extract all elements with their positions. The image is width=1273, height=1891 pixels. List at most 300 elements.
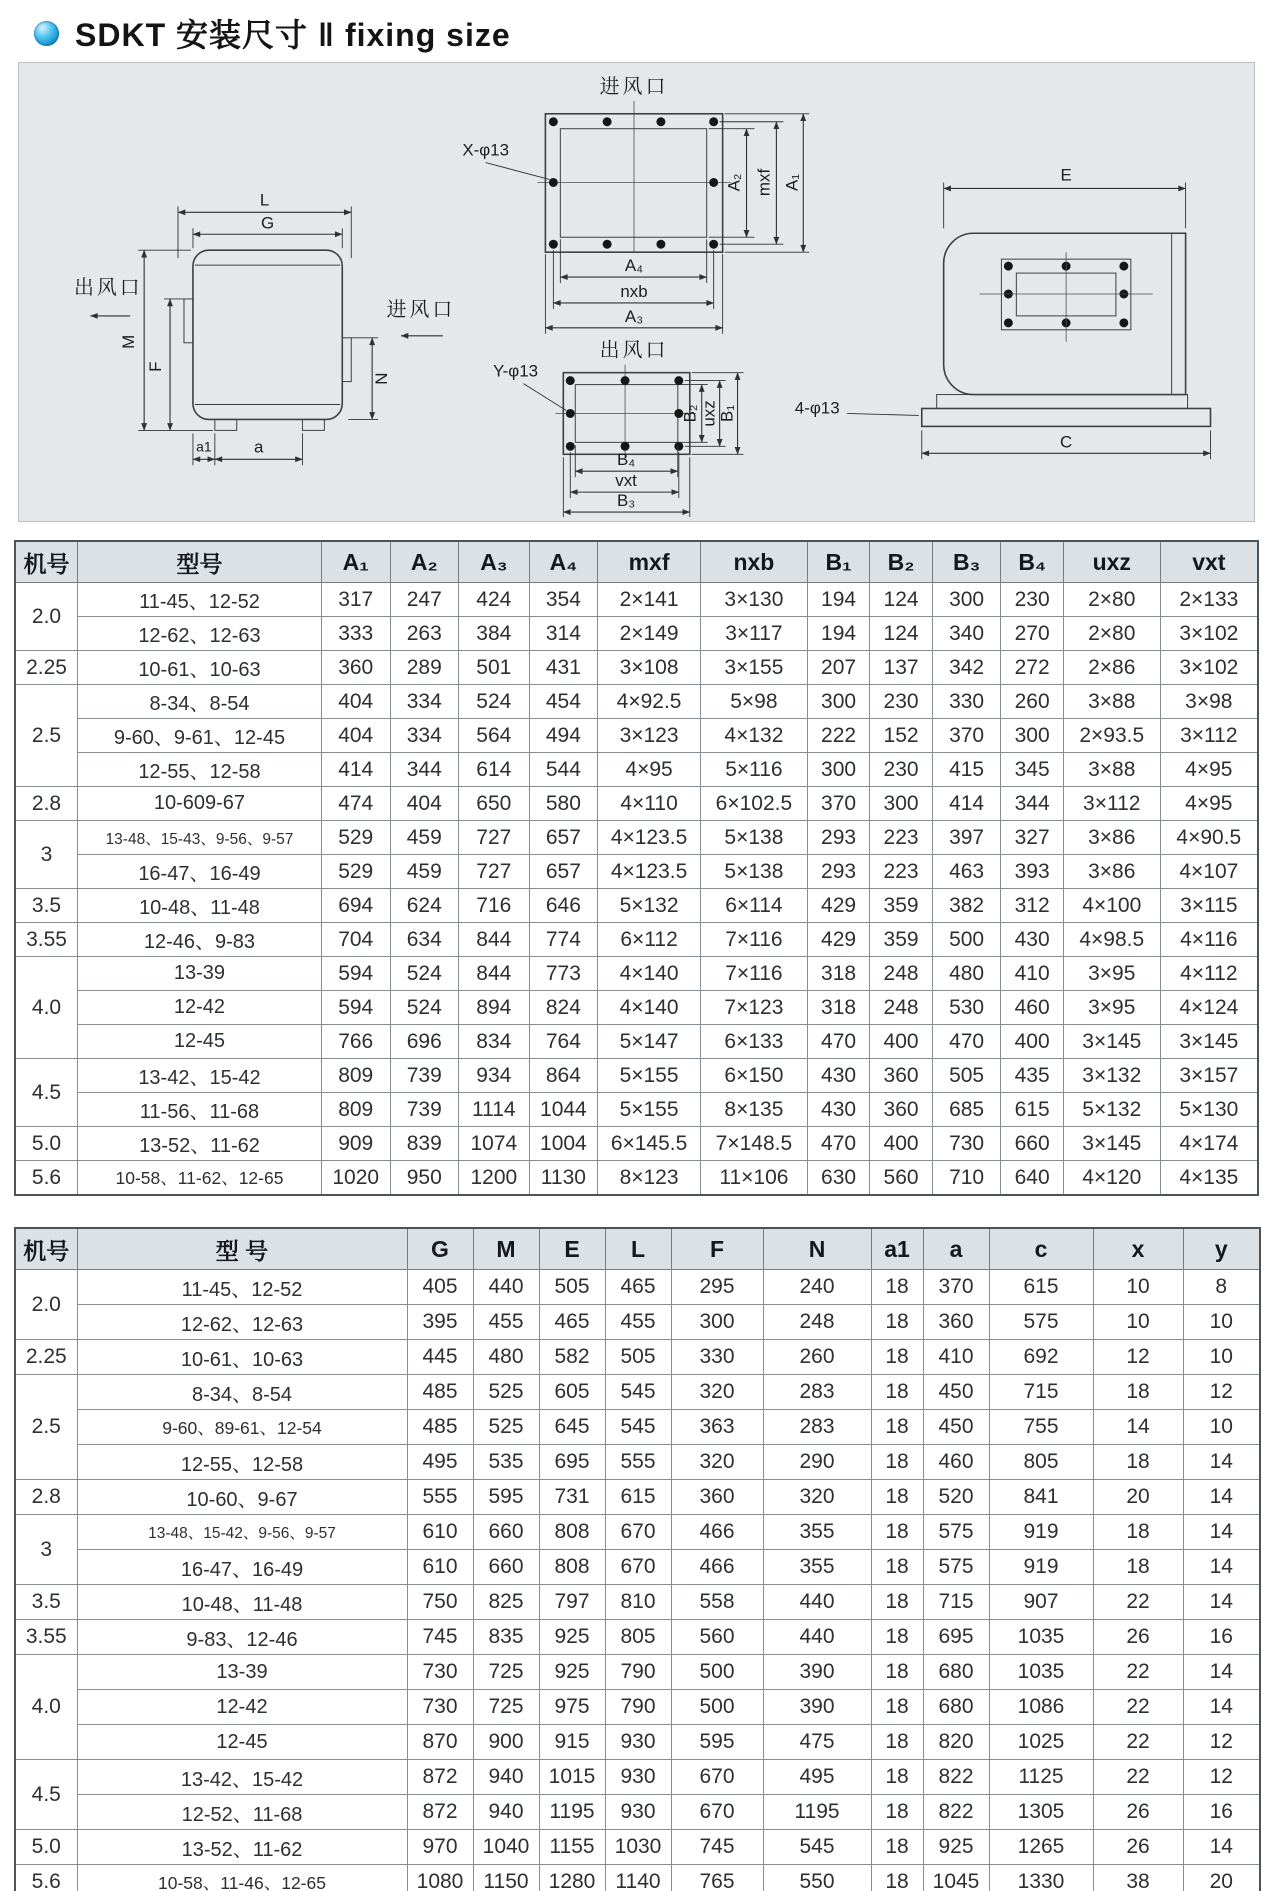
value-cell: 460 bbox=[1001, 991, 1064, 1025]
value-cell: 8×135 bbox=[700, 1093, 807, 1127]
value-cell: 429 bbox=[807, 923, 870, 957]
value-cell: 808 bbox=[539, 1550, 605, 1585]
value-cell: 646 bbox=[529, 889, 598, 923]
unit-size-cell: 5.6 bbox=[15, 1865, 77, 1891]
value-cell: 485 bbox=[407, 1375, 473, 1410]
value-cell: 872 bbox=[407, 1760, 473, 1795]
value-cell: 7×116 bbox=[700, 957, 807, 991]
value-cell: 6×102.5 bbox=[700, 787, 807, 821]
value-cell: 10 bbox=[1183, 1305, 1260, 1340]
value-cell: 431 bbox=[529, 651, 598, 685]
value-cell: 390 bbox=[763, 1655, 871, 1690]
model-cell: 12-42 bbox=[77, 1690, 407, 1725]
value-cell: 839 bbox=[390, 1127, 459, 1161]
value-cell: 22 bbox=[1093, 1760, 1183, 1795]
value-cell: 318 bbox=[807, 957, 870, 991]
table-row bbox=[15, 1620, 1260, 1655]
value-cell: 430 bbox=[807, 1059, 870, 1093]
dim-label-M: M bbox=[119, 334, 139, 349]
table-row bbox=[15, 1025, 1258, 1059]
value-cell: 1195 bbox=[763, 1795, 871, 1830]
model-cell: 10-58、11-46、12-65 bbox=[77, 1865, 407, 1891]
value-cell: 320 bbox=[763, 1480, 871, 1515]
value-cell: 731 bbox=[539, 1480, 605, 1515]
value-cell: 22 bbox=[1093, 1690, 1183, 1725]
value-cell: 293 bbox=[807, 855, 870, 889]
value-cell: 470 bbox=[932, 1025, 1001, 1059]
value-cell: 530 bbox=[932, 991, 1001, 1025]
value-cell: 223 bbox=[870, 855, 933, 889]
unit-size-cell: 3.55 bbox=[15, 1620, 77, 1655]
value-cell: 544 bbox=[529, 753, 598, 787]
value-cell: 3×145 bbox=[1063, 1127, 1160, 1161]
value-cell: 240 bbox=[763, 1270, 871, 1305]
value-cell: 390 bbox=[763, 1690, 871, 1725]
value-cell: 4×132 bbox=[700, 719, 807, 753]
value-cell: 790 bbox=[605, 1690, 671, 1725]
value-cell: 317 bbox=[321, 583, 390, 617]
value-cell: 314 bbox=[529, 617, 598, 651]
value-cell: 894 bbox=[459, 991, 530, 1025]
value-cell: 16 bbox=[1183, 1795, 1260, 1830]
value-cell: 580 bbox=[529, 787, 598, 821]
value-cell: 696 bbox=[390, 1025, 459, 1059]
value-cell: 4×123.5 bbox=[598, 821, 701, 855]
value-cell: 5×116 bbox=[700, 753, 807, 787]
value-cell: 870 bbox=[407, 1725, 473, 1760]
value-cell: 640 bbox=[1001, 1161, 1064, 1196]
value-cell: 925 bbox=[923, 1830, 989, 1865]
value-cell: 440 bbox=[473, 1270, 539, 1305]
value-cell: 247 bbox=[390, 583, 459, 617]
model-cell: 13-48、15-42、9-56、9-57 bbox=[77, 1515, 407, 1550]
table-row bbox=[15, 1585, 1260, 1620]
value-cell: 424 bbox=[459, 583, 530, 617]
value-cell: 805 bbox=[605, 1620, 671, 1655]
value-cell: 230 bbox=[870, 685, 933, 719]
value-cell: 524 bbox=[390, 991, 459, 1025]
value-cell: 320 bbox=[671, 1445, 763, 1480]
value-cell: 660 bbox=[473, 1515, 539, 1550]
value-cell: 1015 bbox=[539, 1760, 605, 1795]
value-cell: 1025 bbox=[989, 1725, 1093, 1760]
value-cell: 1265 bbox=[989, 1830, 1093, 1865]
value-cell: 5×98 bbox=[700, 685, 807, 719]
value-cell: 6×133 bbox=[700, 1025, 807, 1059]
header-row bbox=[15, 1228, 1260, 1270]
value-cell: 6×145.5 bbox=[598, 1127, 701, 1161]
value-cell: 18 bbox=[871, 1795, 923, 1830]
value-cell: 864 bbox=[529, 1059, 598, 1093]
value-cell: 1195 bbox=[539, 1795, 605, 1830]
value-cell: 14 bbox=[1183, 1655, 1260, 1690]
value-cell: 330 bbox=[671, 1340, 763, 1375]
dim-label-N: N bbox=[372, 372, 392, 385]
value-cell: 575 bbox=[989, 1305, 1093, 1340]
table-row bbox=[15, 1480, 1260, 1515]
value-cell: 18 bbox=[871, 1375, 923, 1410]
value-cell: 272 bbox=[1001, 651, 1064, 685]
outlet-mid-label: 出风口 bbox=[599, 339, 669, 362]
value-cell: 4×95 bbox=[1160, 787, 1258, 821]
value-cell: 1030 bbox=[605, 1830, 671, 1865]
value-cell: 300 bbox=[671, 1305, 763, 1340]
value-cell: 3×102 bbox=[1160, 651, 1258, 685]
value-cell: 835 bbox=[473, 1620, 539, 1655]
value-cell: 16 bbox=[1183, 1620, 1260, 1655]
value-cell: 575 bbox=[923, 1550, 989, 1585]
value-cell: 454 bbox=[529, 685, 598, 719]
value-cell: 694 bbox=[321, 889, 390, 923]
dim-label-mxf: mxf bbox=[754, 168, 774, 197]
value-cell: 344 bbox=[390, 753, 459, 787]
dim-label-B3: B₃ bbox=[616, 491, 636, 511]
model-cell: 12-42 bbox=[78, 991, 322, 1025]
value-cell: 1125 bbox=[989, 1760, 1093, 1795]
value-cell: 500 bbox=[932, 923, 1001, 957]
value-cell: 500 bbox=[671, 1655, 763, 1690]
value-cell: 930 bbox=[605, 1760, 671, 1795]
value-cell: 529 bbox=[321, 855, 390, 889]
column-header: 型 号 bbox=[77, 1228, 407, 1270]
value-cell: 495 bbox=[763, 1760, 871, 1795]
model-cell: 12-55、12-58 bbox=[78, 753, 322, 787]
unit-size-cell: 4.0 bbox=[15, 957, 78, 1059]
value-cell: 725 bbox=[473, 1690, 539, 1725]
value-cell: 429 bbox=[807, 889, 870, 923]
value-cell: 405 bbox=[407, 1270, 473, 1305]
value-cell: 270 bbox=[1001, 617, 1064, 651]
value-cell: 410 bbox=[1001, 957, 1064, 991]
value-cell: 207 bbox=[807, 651, 870, 685]
table-row bbox=[15, 1865, 1260, 1891]
value-cell: 327 bbox=[1001, 821, 1064, 855]
value-cell: 3×117 bbox=[700, 617, 807, 651]
value-cell: 430 bbox=[807, 1093, 870, 1127]
value-cell: 520 bbox=[923, 1480, 989, 1515]
value-cell: 384 bbox=[459, 617, 530, 651]
value-cell: 3×123 bbox=[598, 719, 701, 753]
value-cell: 6×114 bbox=[700, 889, 807, 923]
value-cell: 950 bbox=[390, 1161, 459, 1196]
column-header: B₂ bbox=[870, 541, 933, 583]
value-cell: 727 bbox=[459, 855, 530, 889]
value-cell: 5×155 bbox=[598, 1059, 701, 1093]
dimension-drawing bbox=[19, 63, 1254, 521]
value-cell: 430 bbox=[1001, 923, 1064, 957]
table-row bbox=[15, 1760, 1260, 1795]
value-cell: 3×112 bbox=[1063, 787, 1160, 821]
value-cell: 615 bbox=[989, 1270, 1093, 1305]
value-cell: 745 bbox=[671, 1830, 763, 1865]
value-cell: 6×112 bbox=[598, 923, 701, 957]
value-cell: 1150 bbox=[473, 1865, 539, 1891]
value-cell: 645 bbox=[539, 1410, 605, 1445]
model-cell: 11-45、12-52 bbox=[78, 583, 322, 617]
value-cell: 382 bbox=[932, 889, 1001, 923]
value-cell: 3×88 bbox=[1063, 685, 1160, 719]
value-cell: 318 bbox=[807, 991, 870, 1025]
value-cell: 283 bbox=[763, 1375, 871, 1410]
value-cell: 3×130 bbox=[700, 583, 807, 617]
value-cell: 194 bbox=[807, 617, 870, 651]
value-cell: 344 bbox=[1001, 787, 1064, 821]
flange-dimensions-section bbox=[14, 540, 1259, 1196]
value-cell: 293 bbox=[807, 821, 870, 855]
value-cell: 915 bbox=[539, 1725, 605, 1760]
value-cell: 18 bbox=[871, 1340, 923, 1375]
value-cell: 560 bbox=[870, 1161, 933, 1196]
value-cell: 524 bbox=[390, 957, 459, 991]
value-cell: 650 bbox=[459, 787, 530, 821]
value-cell: 773 bbox=[529, 957, 598, 991]
column-header: vxt bbox=[1160, 541, 1258, 583]
page-title bbox=[75, 10, 511, 56]
dim-label-nxb: nxb bbox=[620, 281, 648, 301]
value-cell: 725 bbox=[473, 1655, 539, 1690]
value-cell: 2×80 bbox=[1063, 617, 1160, 651]
value-cell: 4×140 bbox=[598, 957, 701, 991]
value-cell: 624 bbox=[390, 889, 459, 923]
model-cell: 11-45、12-52 bbox=[77, 1270, 407, 1305]
model-cell: 16-47、16-49 bbox=[77, 1550, 407, 1585]
dim-label-E: E bbox=[1060, 165, 1072, 185]
table-row bbox=[15, 1340, 1260, 1375]
value-cell: 18 bbox=[871, 1480, 923, 1515]
value-cell: 1114 bbox=[459, 1093, 530, 1127]
value-cell: 334 bbox=[390, 685, 459, 719]
value-cell: 797 bbox=[539, 1585, 605, 1620]
column-header: y bbox=[1183, 1228, 1260, 1270]
value-cell: 312 bbox=[1001, 889, 1064, 923]
unit-size-cell: 3 bbox=[15, 821, 78, 889]
value-cell: 370 bbox=[807, 787, 870, 821]
value-cell: 5×132 bbox=[598, 889, 701, 923]
value-cell: 2×86 bbox=[1063, 651, 1160, 685]
value-cell: 930 bbox=[605, 1795, 671, 1830]
value-cell: 3×145 bbox=[1063, 1025, 1160, 1059]
value-cell: 4×107 bbox=[1160, 855, 1258, 889]
value-cell: 12 bbox=[1093, 1340, 1183, 1375]
value-cell: 4×98.5 bbox=[1063, 923, 1160, 957]
value-cell: 14 bbox=[1183, 1445, 1260, 1480]
unit-size-cell: 3 bbox=[15, 1515, 77, 1585]
value-cell: 440 bbox=[763, 1585, 871, 1620]
table-row bbox=[15, 957, 1258, 991]
column-header: 机号 bbox=[15, 541, 78, 583]
casing-dimensions-section bbox=[14, 1227, 1261, 1891]
column-header: G bbox=[407, 1228, 473, 1270]
model-cell: 10-609-67 bbox=[78, 787, 322, 821]
value-cell: 360 bbox=[671, 1480, 763, 1515]
value-cell: 670 bbox=[671, 1795, 763, 1830]
value-cell: 263 bbox=[390, 617, 459, 651]
value-cell: 575 bbox=[923, 1515, 989, 1550]
value-cell: 359 bbox=[870, 889, 933, 923]
page-header bbox=[34, 10, 511, 56]
value-cell: 465 bbox=[605, 1270, 671, 1305]
value-cell: 730 bbox=[407, 1655, 473, 1690]
value-cell: 450 bbox=[923, 1410, 989, 1445]
value-cell: 4×120 bbox=[1063, 1161, 1160, 1196]
dim-label-a: a bbox=[253, 437, 264, 457]
value-cell: 774 bbox=[529, 923, 598, 957]
value-cell: 558 bbox=[671, 1585, 763, 1620]
value-cell: 12 bbox=[1183, 1760, 1260, 1795]
model-cell: 12-62、12-63 bbox=[78, 617, 322, 651]
model-cell: 10-48、11-48 bbox=[77, 1585, 407, 1620]
value-cell: 594 bbox=[321, 957, 390, 991]
value-cell: 525 bbox=[473, 1410, 539, 1445]
value-cell: 1044 bbox=[529, 1093, 598, 1127]
value-cell: 834 bbox=[459, 1025, 530, 1059]
value-cell: 3×108 bbox=[598, 651, 701, 685]
value-cell: 14 bbox=[1183, 1480, 1260, 1515]
value-cell: 614 bbox=[459, 753, 530, 787]
value-cell: 940 bbox=[473, 1760, 539, 1795]
table-row bbox=[15, 1690, 1260, 1725]
value-cell: 820 bbox=[923, 1725, 989, 1760]
model-cell: 10-48、11-48 bbox=[78, 889, 322, 923]
value-cell: 3×157 bbox=[1160, 1059, 1258, 1093]
value-cell: 545 bbox=[763, 1830, 871, 1865]
inlet-top-label: 进风口 bbox=[599, 75, 669, 98]
value-cell: 260 bbox=[763, 1340, 871, 1375]
value-cell: 124 bbox=[870, 617, 933, 651]
value-cell: 844 bbox=[459, 957, 530, 991]
value-cell: 919 bbox=[989, 1550, 1093, 1585]
value-cell: 766 bbox=[321, 1025, 390, 1059]
value-cell: 494 bbox=[529, 719, 598, 753]
value-cell: 14 bbox=[1183, 1830, 1260, 1865]
model-cell: 8-34、8-54 bbox=[77, 1375, 407, 1410]
value-cell: 695 bbox=[539, 1445, 605, 1480]
value-cell: 750 bbox=[407, 1585, 473, 1620]
column-header: c bbox=[989, 1228, 1093, 1270]
table-row bbox=[15, 889, 1258, 923]
value-cell: 1280 bbox=[539, 1865, 605, 1891]
value-cell: 4×140 bbox=[598, 991, 701, 1025]
value-cell: 3×145 bbox=[1160, 1025, 1258, 1059]
value-cell: 14 bbox=[1183, 1690, 1260, 1725]
value-cell: 605 bbox=[539, 1375, 605, 1410]
table-row bbox=[15, 923, 1258, 957]
value-cell: 3×132 bbox=[1063, 1059, 1160, 1093]
value-cell: 1080 bbox=[407, 1865, 473, 1891]
value-cell: 459 bbox=[390, 855, 459, 889]
table-row bbox=[15, 583, 1258, 617]
unit-size-cell: 3.5 bbox=[15, 1585, 77, 1620]
table-row bbox=[15, 1093, 1258, 1127]
column-header: x bbox=[1093, 1228, 1183, 1270]
value-cell: 450 bbox=[923, 1375, 989, 1410]
model-cell: 16-47、16-49 bbox=[78, 855, 322, 889]
value-cell: 595 bbox=[473, 1480, 539, 1515]
value-cell: 10 bbox=[1183, 1410, 1260, 1445]
value-cell: 555 bbox=[407, 1480, 473, 1515]
value-cell: 283 bbox=[763, 1410, 871, 1445]
value-cell: 4×95 bbox=[598, 753, 701, 787]
model-cell: 13-42、15-42 bbox=[77, 1760, 407, 1795]
unit-size-cell: 2.5 bbox=[15, 1375, 77, 1480]
value-cell: 355 bbox=[763, 1515, 871, 1550]
value-cell: 685 bbox=[932, 1093, 1001, 1127]
value-cell: 363 bbox=[671, 1410, 763, 1445]
table-row bbox=[15, 1795, 1260, 1830]
x-holes-label: X-φ13 bbox=[462, 140, 510, 160]
value-cell: 1155 bbox=[539, 1830, 605, 1865]
dim-label-L: L bbox=[259, 190, 270, 210]
value-cell: 342 bbox=[932, 651, 1001, 685]
value-cell: 739 bbox=[390, 1059, 459, 1093]
value-cell: 2×80 bbox=[1063, 583, 1160, 617]
value-cell: 18 bbox=[871, 1550, 923, 1585]
value-cell: 1074 bbox=[459, 1127, 530, 1161]
value-cell: 18 bbox=[871, 1445, 923, 1480]
value-cell: 3×88 bbox=[1063, 753, 1160, 787]
value-cell: 485 bbox=[407, 1410, 473, 1445]
value-cell: 455 bbox=[473, 1305, 539, 1340]
value-cell: 10 bbox=[1183, 1340, 1260, 1375]
value-cell: 660 bbox=[1001, 1127, 1064, 1161]
value-cell: 4×92.5 bbox=[598, 685, 701, 719]
value-cell: 359 bbox=[870, 923, 933, 957]
value-cell: 657 bbox=[529, 821, 598, 855]
value-cell: 20 bbox=[1093, 1480, 1183, 1515]
value-cell: 18 bbox=[871, 1725, 923, 1760]
value-cell: 925 bbox=[539, 1655, 605, 1690]
value-cell: 18 bbox=[871, 1655, 923, 1690]
value-cell: 22 bbox=[1093, 1655, 1183, 1690]
y-holes-label: Y-φ13 bbox=[492, 361, 539, 381]
value-cell: 7×148.5 bbox=[700, 1127, 807, 1161]
value-cell: 730 bbox=[932, 1127, 1001, 1161]
value-cell: 222 bbox=[807, 719, 870, 753]
model-cell: 12-55、12-58 bbox=[77, 1445, 407, 1480]
value-cell: 495 bbox=[407, 1445, 473, 1480]
four-holes-label: 4-φ13 bbox=[794, 398, 840, 418]
value-cell: 1130 bbox=[529, 1161, 598, 1196]
value-cell: 470 bbox=[807, 1025, 870, 1059]
column-header: E bbox=[539, 1228, 605, 1270]
model-cell: 13-39 bbox=[77, 1655, 407, 1690]
value-cell: 355 bbox=[763, 1550, 871, 1585]
value-cell: 370 bbox=[923, 1270, 989, 1305]
model-cell: 10-60、9-67 bbox=[77, 1480, 407, 1515]
value-cell: 505 bbox=[605, 1340, 671, 1375]
table-row bbox=[15, 1655, 1260, 1690]
table-row bbox=[15, 685, 1258, 719]
value-cell: 1004 bbox=[529, 1127, 598, 1161]
value-cell: 615 bbox=[1001, 1093, 1064, 1127]
value-cell: 4×116 bbox=[1160, 923, 1258, 957]
value-cell: 414 bbox=[932, 787, 1001, 821]
value-cell: 5×155 bbox=[598, 1093, 701, 1127]
column-header: A₃ bbox=[459, 541, 530, 583]
unit-size-cell: 2.8 bbox=[15, 787, 78, 821]
column-header: a bbox=[923, 1228, 989, 1270]
value-cell: 26 bbox=[1093, 1795, 1183, 1830]
value-cell: 300 bbox=[807, 753, 870, 787]
value-cell: 12 bbox=[1183, 1375, 1260, 1410]
value-cell: 18 bbox=[871, 1410, 923, 1445]
value-cell: 808 bbox=[539, 1515, 605, 1550]
value-cell: 400 bbox=[1001, 1025, 1064, 1059]
inlet-label: 进风口 bbox=[386, 298, 456, 321]
value-cell: 18 bbox=[871, 1830, 923, 1865]
value-cell: 5×138 bbox=[700, 821, 807, 855]
dim-label-F: F bbox=[146, 361, 166, 372]
